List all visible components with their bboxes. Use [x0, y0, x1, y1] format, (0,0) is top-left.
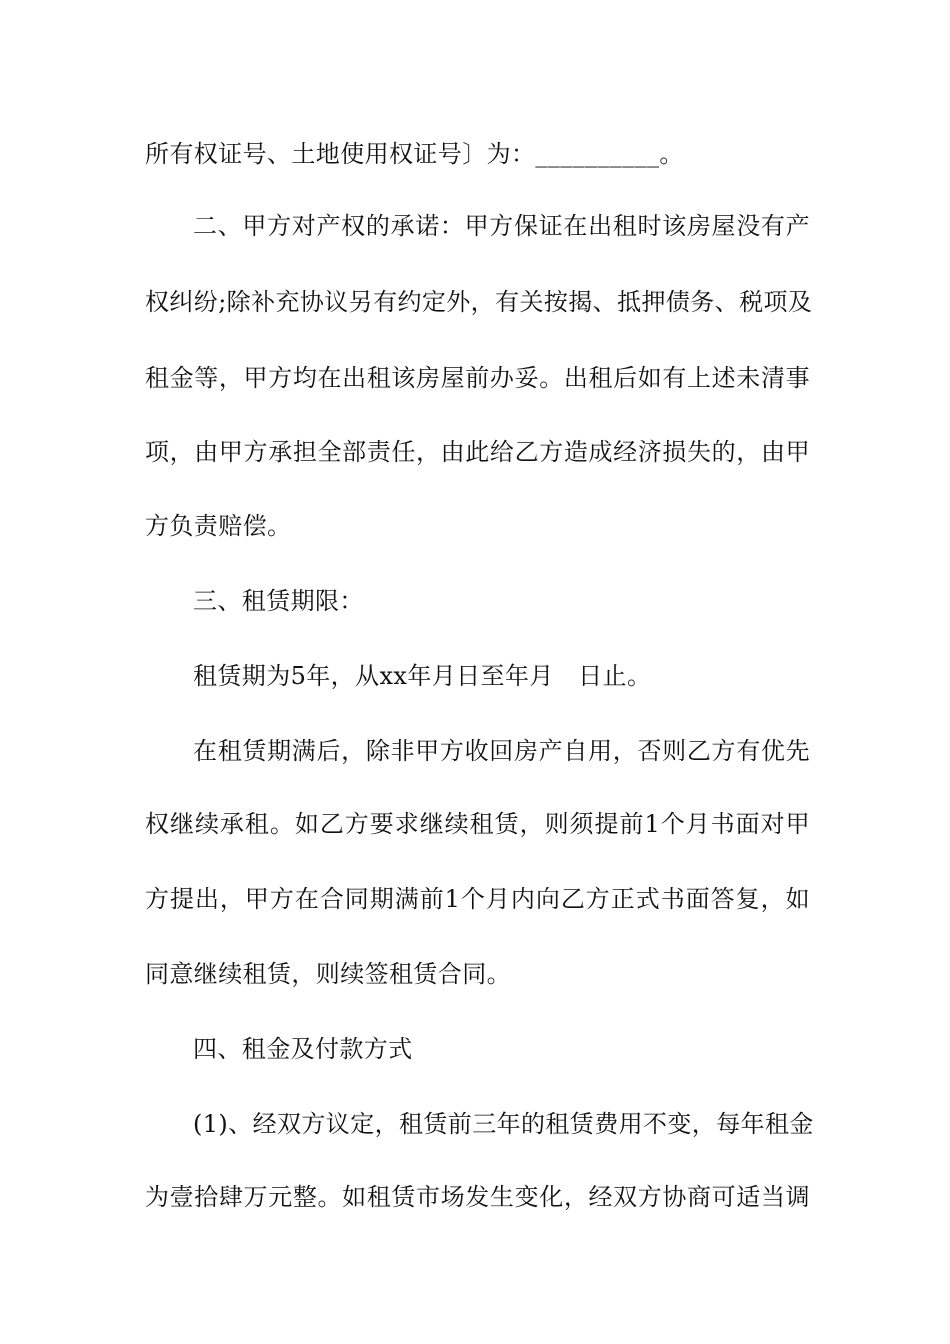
text-line-1: 所有权证号、土地使用权证号〕为：__________。 — [145, 140, 684, 168]
text-line-11: 方提出，甲方在合同期满前1个月内向乙方正式书面答复，如 — [145, 885, 810, 913]
text-line-10: 权继续承租。如乙方要求继续租赁，则须提前1个月书面对甲 — [145, 810, 810, 838]
text-line-14: (1)、经双方议定，租赁前三年的租赁费用不变，每年租金 — [193, 1110, 814, 1138]
text-line-4: 租金等，甲方均在出租该房屋前办妥。出租后如有上述未清事 — [145, 364, 810, 392]
text-line-2: 二、甲方对产权的承诺：甲方保证在出租时该房屋没有产 — [193, 212, 810, 240]
text-line-8: 租赁期为5年，从xx年月日至年月 日止。 — [193, 662, 652, 690]
text-line-5: 项，由甲方承担全部责任，由此给乙方造成经济损失的，由甲 — [145, 438, 810, 466]
section-heading-3: 三、租赁期限： — [193, 587, 364, 615]
text-line-15: 为壹拾肆万元整。如租赁市场发生变化，经双方协商可适当调 — [145, 1183, 810, 1211]
text-line-9: 在租赁期满后，除非甲方收回房产自用，否则乙方有优先 — [193, 737, 810, 765]
text-line-6: 方负责赔偿。 — [145, 512, 292, 540]
text-line-12: 同意继续租赁，则续签租赁合同。 — [145, 960, 511, 988]
text-line-3: 权纠纷;除补充协议另有约定外，有关按揭、抵押债务、税项及 — [145, 288, 813, 316]
section-heading-4: 四、租金及付款方式 — [193, 1035, 413, 1063]
